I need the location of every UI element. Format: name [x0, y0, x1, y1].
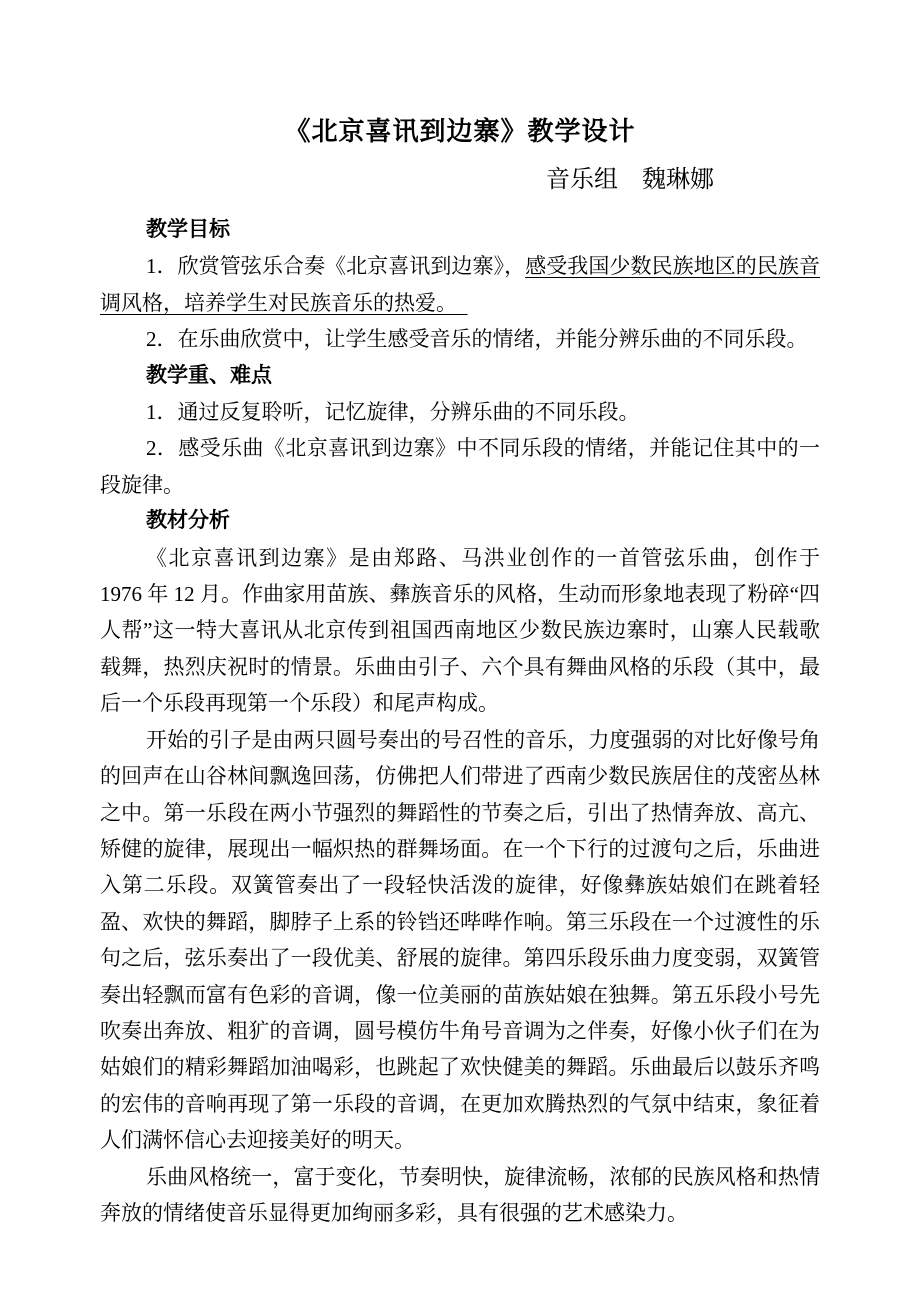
section-heading-teaching-goals: 教学目标 — [146, 218, 230, 241]
material-analysis-paragraph-1: 《北京喜讯到边寨》是由郑路、马洪业创作的一首管弦乐曲，创作于 1976 年 12 月。作曲家用苗族、彝族音乐的风格，生动而形象地表现了粉碎“四人帮”这一特大喜讯从北京传到祖国西南地区少数民族边寨时，山寨人民载歌载舞，热烈庆祝时的情景。乐曲由引子、六个具有舞曲风格的乐段（其中，最后一个乐段再现第一个乐段）和尾声构成。 — [100, 545, 820, 716]
document-title: 《北京喜讯到边寨》教学设计 — [284, 116, 636, 146]
section-heading-key-difficult-points: 教学重、难点 — [146, 363, 272, 387]
section-heading-material-analysis: 教材分析 — [146, 509, 230, 533]
material-analysis-paragraph-3: 乐曲风格统一，富于变化，节奏明快，旋律流畅，浓郁的民族风格和热情奔放的情绪使音乐显得更加绚丽多彩，具有很强的艺术感染力。 — [100, 1164, 820, 1225]
material-analysis-paragraph-2: 开始的引子是由两只圆号奏出的号召性的音乐，力度强弱的对比好像号角的回声在山谷林间飘逸回荡，仿佛把人们带进了西南少数民族居住的茂密丛林之中。第一乐段在两小节强烈的舞蹈性的节奏之后，引出了热情奔放、高亢、矫健的旋律，展现出一幅炽热的群舞场面。在一个下行的过渡句之后，乐曲进入第二乐段。双簧管奏出了一段轻快活泼的旋律，好像彝族姑娘们在跳着轻盈、欢快的舞蹈，脚脖子上系的铃铛还哔哔作响。第三乐段在一个过渡性的乐句之后，弦乐奏出了一段优美、舒展的旋律。第四乐段乐曲力度变弱，双簧管奏出轻飘而富有色彩的音调，像一位美丽的苗族姑娘在独舞。第五乐段小号先吹奏出奔放、粗犷的音调，圆号模仿牛角号音调为之伴奏，好像小伙子们在为姑娘们的精彩舞蹈加油喝彩，也跳起了欢快健美的舞蹈。乐曲最后以鼓乐齐鸣的宏伟的音响再现了第一乐段的音调，在更加欢腾热烈的气氛中结束，象征着人们满怀信心去迎接美好的明天。 — [100, 727, 820, 1153]
author-byline: 音乐组 魏琳娜 — [546, 167, 714, 193]
teaching-goal-1-text: 1．欣赏管弦乐合奏《北京喜讯到边寨》， — [146, 254, 526, 279]
teaching-goal-item-1 — [100, 248, 820, 321]
key-point-item-2: 2．感受乐曲《北京喜讯到边寨》中不同乐段的情绪，并能记住其中的一段旋律。 — [100, 436, 820, 497]
teaching-goal-1-underlined-text: 感受我国少数民族地区的民族音调风格，培养学生对民族音乐的热爱。 — [100, 254, 820, 315]
key-point-item-1: 1．通过反复聆听，记忆旋律，分辨乐曲的不同乐段。 — [146, 400, 640, 425]
teaching-goal-item-2: 2．在乐曲欣赏中，让学生感受音乐的情绪，并能分辨乐曲的不同乐段。 — [146, 327, 808, 352]
